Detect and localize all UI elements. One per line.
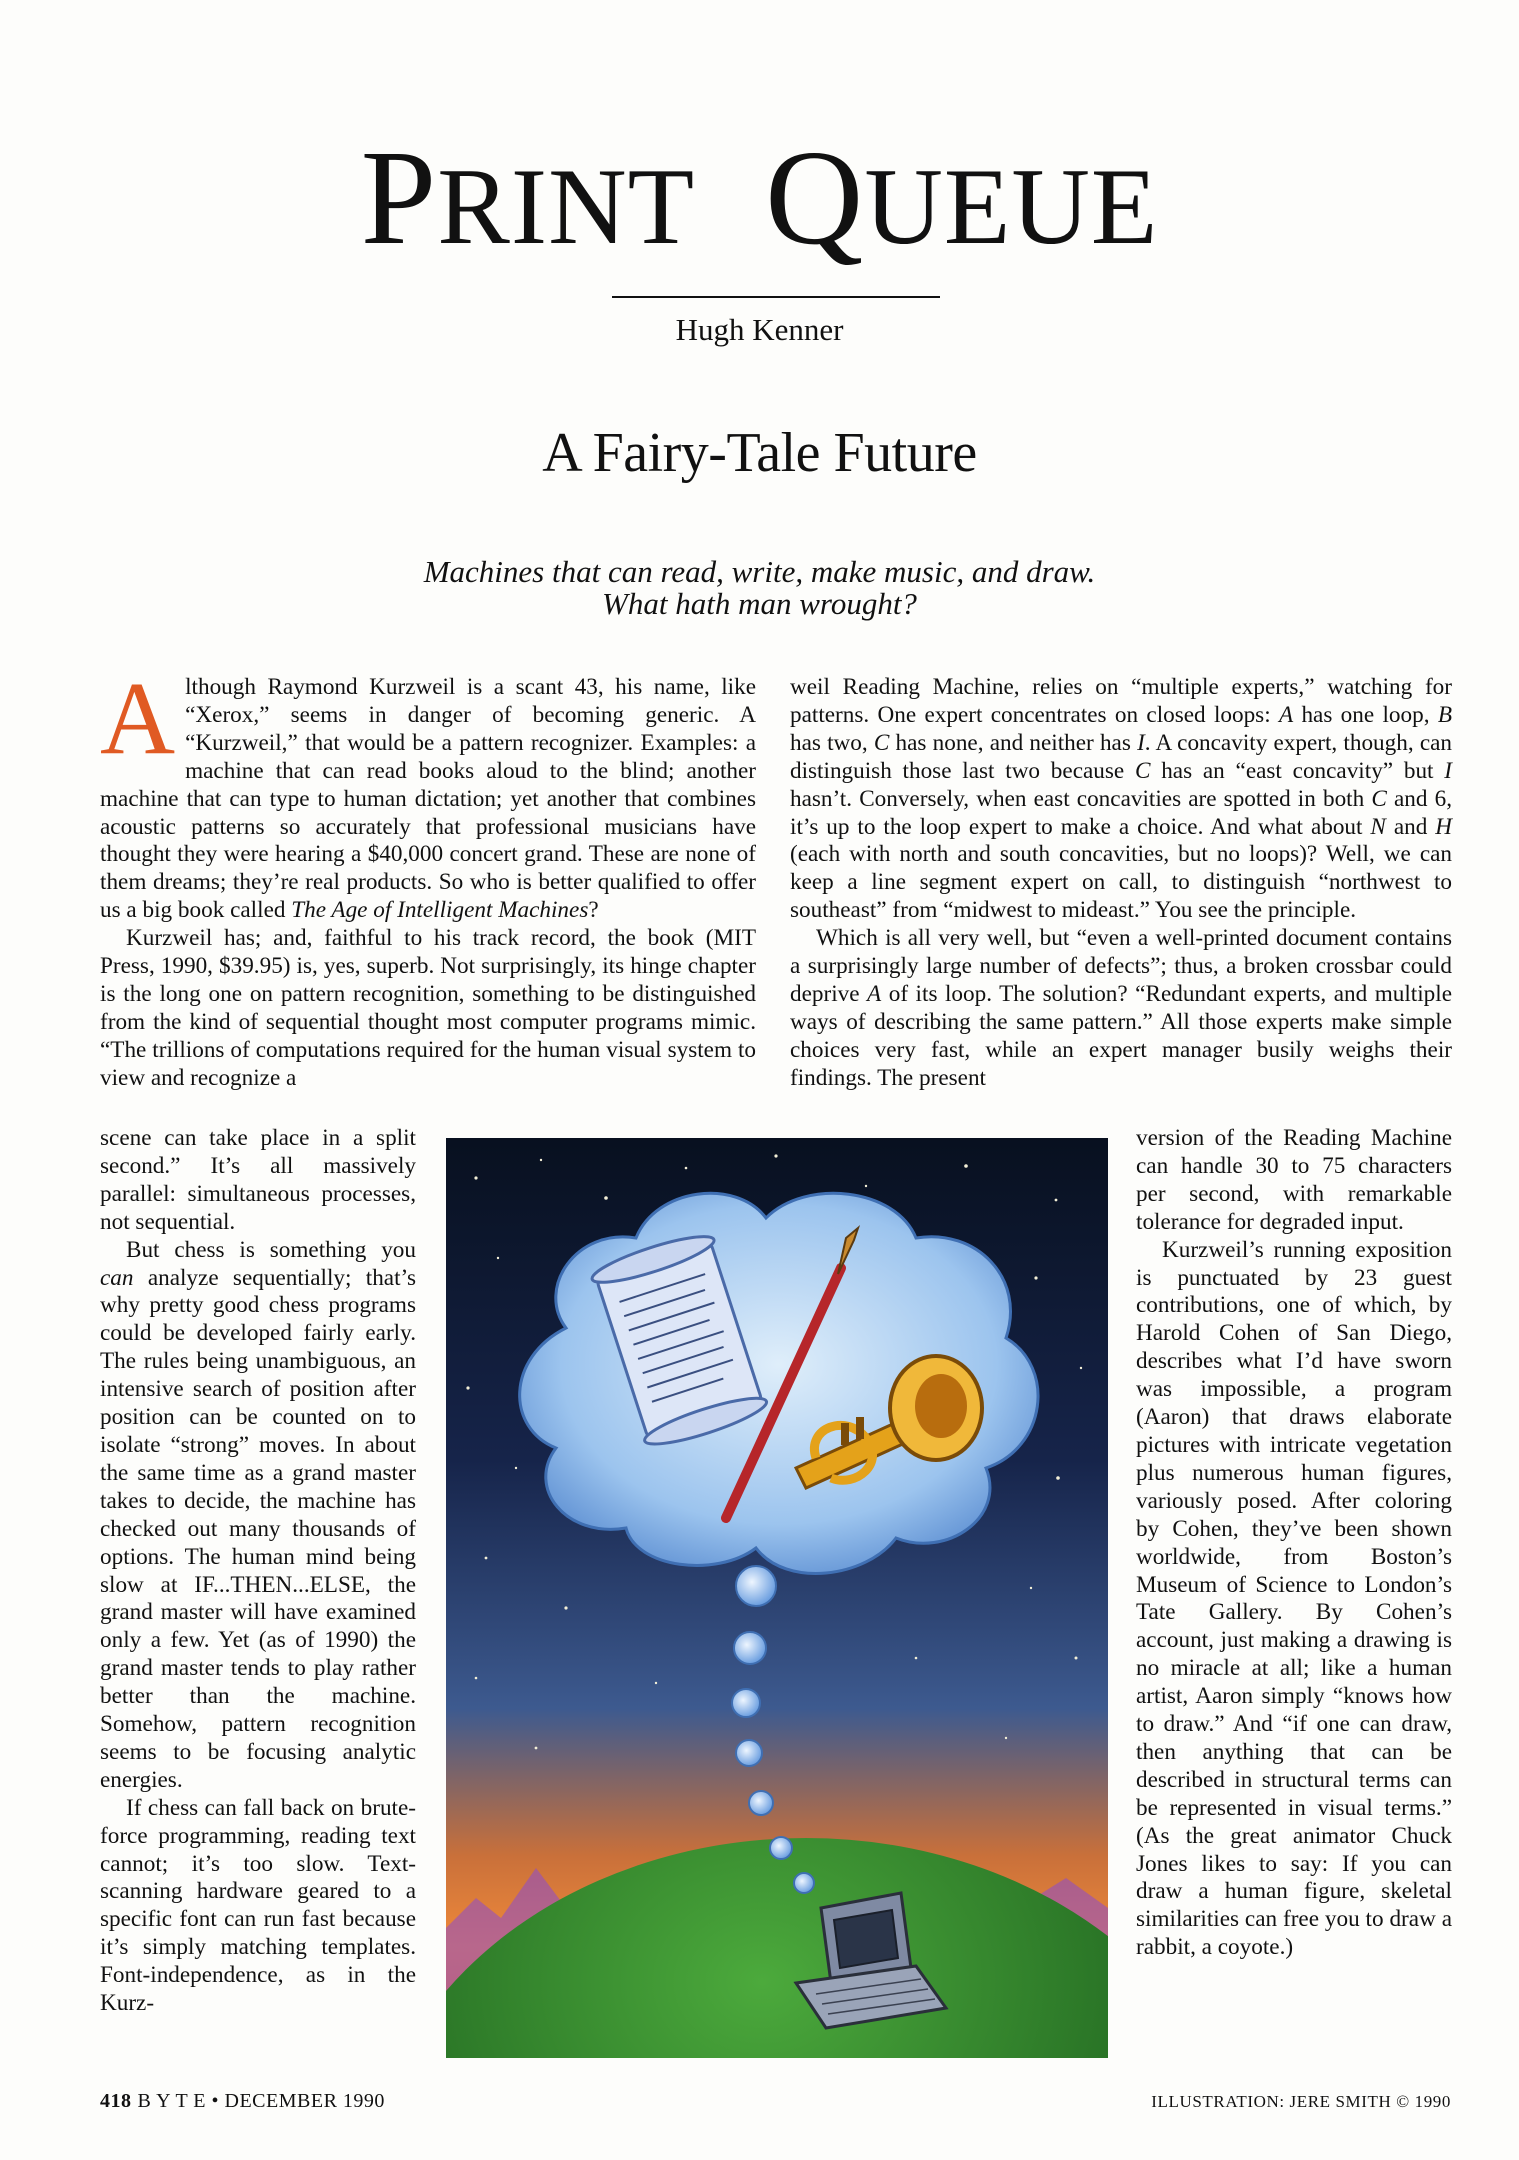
text-span: . A concavity expert, though, can distinguish those last two because (790, 729, 1452, 784)
letter-c: C (1134, 757, 1151, 784)
paragraph-2-continued: scene can take place in a split second.” It’s all massively parallel: simultaneous processes, not sequential. (100, 1125, 416, 1235)
masthead-smallcaps-rint: RINT (437, 146, 696, 267)
column-2-bottom (1136, 1125, 1452, 1962)
column-1-top (100, 661, 756, 1093)
article-deck (0, 556, 1519, 620)
page-footer-left (100, 2090, 385, 2113)
letter-b: B (1437, 701, 1452, 728)
letter-a: A (867, 980, 882, 1007)
illustration-credit: ILLUSTRATION: JERE SMITH © 1990 (1151, 2092, 1451, 2111)
paragraph-col2-3: Kurzweil’s running exposition is punctuated by 23 guest contributions, one of which, by Harold Cohen of San Diego, describes what I’d have sworn was impossible, a program (Aaron) that draws elaborate pictures with intricate vegetation plus numerous human figures, variously posed. After coloring by Cohen, they’ve been shown worldwide, from Boston’s Museum of Science to London’s Tate Gallery. By Cohen’s account, just making a drawing is no miracle at all; like a human artist, Aaron simply “knows how to draw.” And “if one can draw, then anything that can be described in structural terms can be represented in visual terms.” (As the great animator Chuck Jones likes to say: If you can draw a human figure, skeletal similarities can free you to draw a rabbit, a coyote.) (1136, 1236, 1452, 1961)
letter-c: C (873, 729, 890, 756)
paragraph-1-end: ? (588, 897, 599, 924)
paragraph-4: If chess can fall back on brute-force programming, reading text cannot; it’s too slow. Text-scanning hardware geared to a specific font can run fast because it’s simply matching templates. Font-independence, as in the Kurz- (100, 1794, 416, 2017)
emphasis-can: can (100, 1264, 134, 1291)
text-span: weil Reading Machine, relies on “multiple experts,” watching for patterns. One expert concentrates on closed loops: (790, 674, 1452, 728)
paragraph-2: Kurzweil has; and, faithful to his track record, the book (MIT Press, 1990, $39.95) is, yes, superb. Not surprisingly, its hinge chapter is the long one on pattern recognition, something to be distinguished from the kind of sequential thought most computer programs mimic. “The trillions of computations required for the human visual system to view and recognize a (100, 925, 756, 1091)
deck-line-1: Machines that can read, write, make music, and draw. (423, 554, 1096, 589)
column-2-top (790, 674, 1452, 1093)
masthead-initial-p: P (360, 123, 438, 273)
author-byline: Hugh Kenner (675, 312, 844, 347)
text-span: and (1385, 813, 1436, 840)
masthead-print-queue (0, 123, 1519, 277)
text-span: has an “east concavity” but (1150, 757, 1445, 784)
masthead-smallcaps-ueue: UEUE (864, 146, 1159, 267)
paragraph-1-text: lthough Raymond Kurzweil is a scant 43, his name, like “Xerox,” seems in danger of becoming generic. A “Kurzweil,” that would be a pattern recognizer. Examples: a machine that can read books aloud to the blind; another machine that can type to human dictation; yet another that combines acoustic patterns so accurately that professional musicians have thought they were hearing a $40,000 concert grand. These are none of them dreams; they’re real products. So who is better qualified to offer us a big book called (100, 674, 756, 924)
paragraph-3 (100, 1237, 416, 1795)
text-span: has none, and neither has (889, 729, 1138, 756)
letter-i: I (1137, 729, 1145, 756)
text-span: (each with north and south concavities, but no loops)? Well, we can keep a line segment expert on call, to distinguish “northwest to southeast” from “midwest to mideast.” You see the principle. (790, 841, 1452, 924)
book-title: The Age of Intelligent Machines (291, 897, 589, 924)
page-number: 418 (100, 2090, 132, 2112)
letter-h: H (1435, 813, 1452, 840)
text-span: analyze sequentially; that’s why pretty good chess programs could be developed fairly early. The rules being unambiguous, an intensive search of position after position can be counted on to isolate “strong” moves. In about the same time as a grand master takes to decide, the machine has checked out many thousands of options. The human mind being slow at IF...THEN...ELSE, the grand master will have examined only a few. Yet (as of 1990) the grand master tends to play rather better than the machine. Somehow, pattern recognition seems to be focusing analytic energies. (100, 1264, 416, 1793)
column-1-bottom (100, 1125, 416, 2018)
title-rule (612, 296, 940, 298)
paragraph-col2-2-continued: version of the Reading Machine can handle 30 to 75 characters per second, with remarkable tolerance for degraded input. (1136, 1125, 1452, 1235)
drop-cap: A (100, 661, 176, 776)
paragraph-col2-2 (790, 925, 1452, 1092)
letter-c: C (1371, 785, 1387, 812)
masthead-initial-q: Q (765, 123, 865, 273)
text-span: and 6, it’s up to the loop expert to make a choice. And what about (790, 785, 1452, 840)
text-span: has two, (790, 729, 874, 756)
article-headline: A Fairy-Tale Future (542, 422, 977, 484)
text-span: But chess is something you (126, 1236, 416, 1263)
paragraph-1 (100, 661, 756, 925)
text-span: hasn’t. Conversely, when east concavities are spotted in both (790, 785, 1372, 812)
letter-a: A (1278, 701, 1294, 728)
paragraph-col2-1 (790, 674, 1452, 925)
letter-n: N (1370, 813, 1386, 840)
letter-i: I (1444, 757, 1452, 784)
illustration-thought-cloud (446, 1138, 1108, 2058)
deck-line-2: What hath man wrought? (602, 586, 917, 621)
text-span: Which is all very well, but “even a well-printed document contains a surprisingly large number of defects”; thus, a broken crossbar could deprive (790, 925, 1452, 1007)
text-span: of its loop. The solution? “Redundant experts, and multiple ways of describing the same pattern.” All those experts make simple choices very fast, while an expert manager busily weighs their findings. The present (790, 980, 1452, 1091)
text-span: has one loop, (1293, 701, 1438, 728)
issue-info: B Y T E • DECEMBER 1990 (137, 2090, 385, 2112)
